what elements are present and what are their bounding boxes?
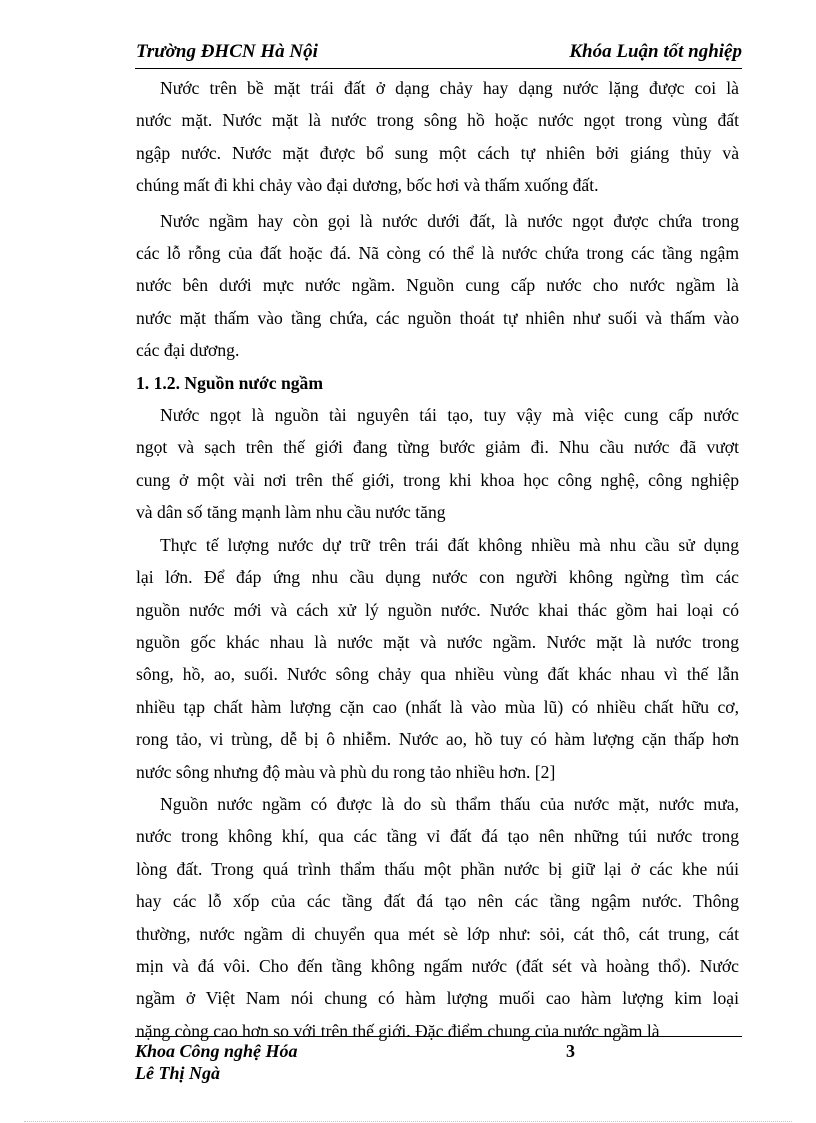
text-line: lại lớn. Để đáp ứng nhu cầu dụng nước con người không ngừng tìm các <box>136 567 739 588</box>
header-thesis-title: Khóa Luận tốt nghiệp <box>569 41 742 62</box>
text-line: ngọt và sạch trên thế giới đang từng bước giảm đi. Nhu cầu nước đã vượt <box>136 437 739 458</box>
paragraph-freshwater <box>136 399 739 529</box>
text-line: và dân số tăng mạnh làm nhu cầu nước tăng <box>136 502 446 523</box>
text-line: Nguồn nước ngầm có được là do sù thẩm thấu của nước mặt, nước mưa, <box>160 793 739 814</box>
text-line: nước bên dưới mực nước ngầm. Nguồn cung cấp nước cho nước ngầm là <box>136 275 739 296</box>
text-line: rong tảo, vi trùng, dễ bị ô nhiễm. Nước ao, hồ tuy có hàm lượng cặn thấp hơn <box>136 729 739 750</box>
text-line: nước mặt thấm vào tầng chứa, các nguồn thoát tự nhiên như suối và thấm vào <box>136 307 739 328</box>
footer-faculty: Khoa Công nghệ Hóa <box>135 1041 298 1061</box>
text-line: các lỗ rỗng của đất hoặc đá. Nã còng có thể là nước chứa trong các tầng ngậm <box>136 243 739 264</box>
text-line: hay các lỗ xốp của các tầng đất đá tạo nên các tầng ngậm nước. Thông <box>136 891 739 912</box>
header-school: Trường ĐHCN Hà Nội <box>136 41 318 62</box>
text-line: Thực tế lượng nước dự trữ trên trái đất không nhiều mà nhu cầu sử dụng <box>160 534 739 555</box>
paragraph-groundwater-source <box>136 788 739 1047</box>
text-line: nước trong không khí, qua các tầng vỉ đất đá tạo nên những túi nước trong <box>136 826 739 847</box>
section-heading: 1. 1.2. Nguồn nước ngầm <box>136 372 323 393</box>
document-body <box>136 72 739 1047</box>
page-edge-divider <box>24 1121 792 1122</box>
text-line: lòng đất. Trong quá trình thẩm thấu một phần nước bị giữ lại ở các khe núi <box>136 858 739 879</box>
text-line: nhiều tạp chất hàm lượng cặn cao (nhất là vào mùa lũ) có nhiều chất hữu cơ, <box>136 696 739 717</box>
footer-author: Lê Thị Ngà <box>135 1063 220 1083</box>
paragraph-groundwater-definition <box>136 205 739 367</box>
text-line: thường, nước ngầm di chuyển qua mét sè lớp như: sỏi, cát thô, cát trung, cát <box>136 923 739 944</box>
text-line: cung ở một vài nơi trên thế giới, trong khi khoa học công nghệ, công nghiệp <box>136 469 739 490</box>
text-line: ngập nước. Nước mặt được bổ sung một cách tự nhiên bởi giáng thủy và <box>136 142 739 163</box>
paragraph-surface-water <box>136 72 739 202</box>
text-line: Nước ngầm hay còn gọi là nước dưới đất, là nước ngọt được chứa trong <box>160 210 739 231</box>
text-line: các đại dương. <box>136 340 240 361</box>
text-line: Nước ngọt là nguồn tài nguyên tái tạo, tuy vậy mà việc cung cấp nước <box>160 405 739 426</box>
text-line: nước mặt. Nước mặt là nước trong sông hồ hoặc nước ngọt trong vùng đất <box>136 110 739 131</box>
text-line: mịn và đá vôi. Cho đến tầng không ngấm nước (đất sét và hoàng thổ). Nước <box>136 955 739 976</box>
paragraph-water-reserves <box>136 529 739 788</box>
text-line: nước sông nhưng độ màu và phù du rong tảo nhiều hơn. [2] <box>136 761 556 782</box>
page-number: 3 <box>566 1041 575 1061</box>
footer-divider <box>135 1036 742 1037</box>
text-line: nguồn gốc khác nhau là nước mặt và nước ngầm. Nước mặt là nước trong <box>136 631 739 652</box>
text-line: ngầm ở Việt Nam nói chung có hàm lượng muối cao hàm lượng kim loại <box>136 988 739 1009</box>
text-line: sông, hồ, ao, suối. Nước sông chảy qua nhiều vùng đất khác nhau vì thế lẫn <box>136 664 739 685</box>
text-line: Nước trên bề mặt trái đất ở dạng chảy hay dạng nước lặng được coi là <box>160 78 739 98</box>
page-header <box>135 38 742 69</box>
text-line: nguồn nước mới và cách xử lý nguồn nước. Nước khai thác gồm hai loại có <box>136 599 739 620</box>
text-line: nặng còng cao hơn so với trên thế giới. Đặc điểm chung của nước ngầm là <box>136 1020 660 1041</box>
text-line: chúng mất đi khi chảy vào đại dương, bốc hơi và thấm xuống đất. <box>136 175 599 196</box>
